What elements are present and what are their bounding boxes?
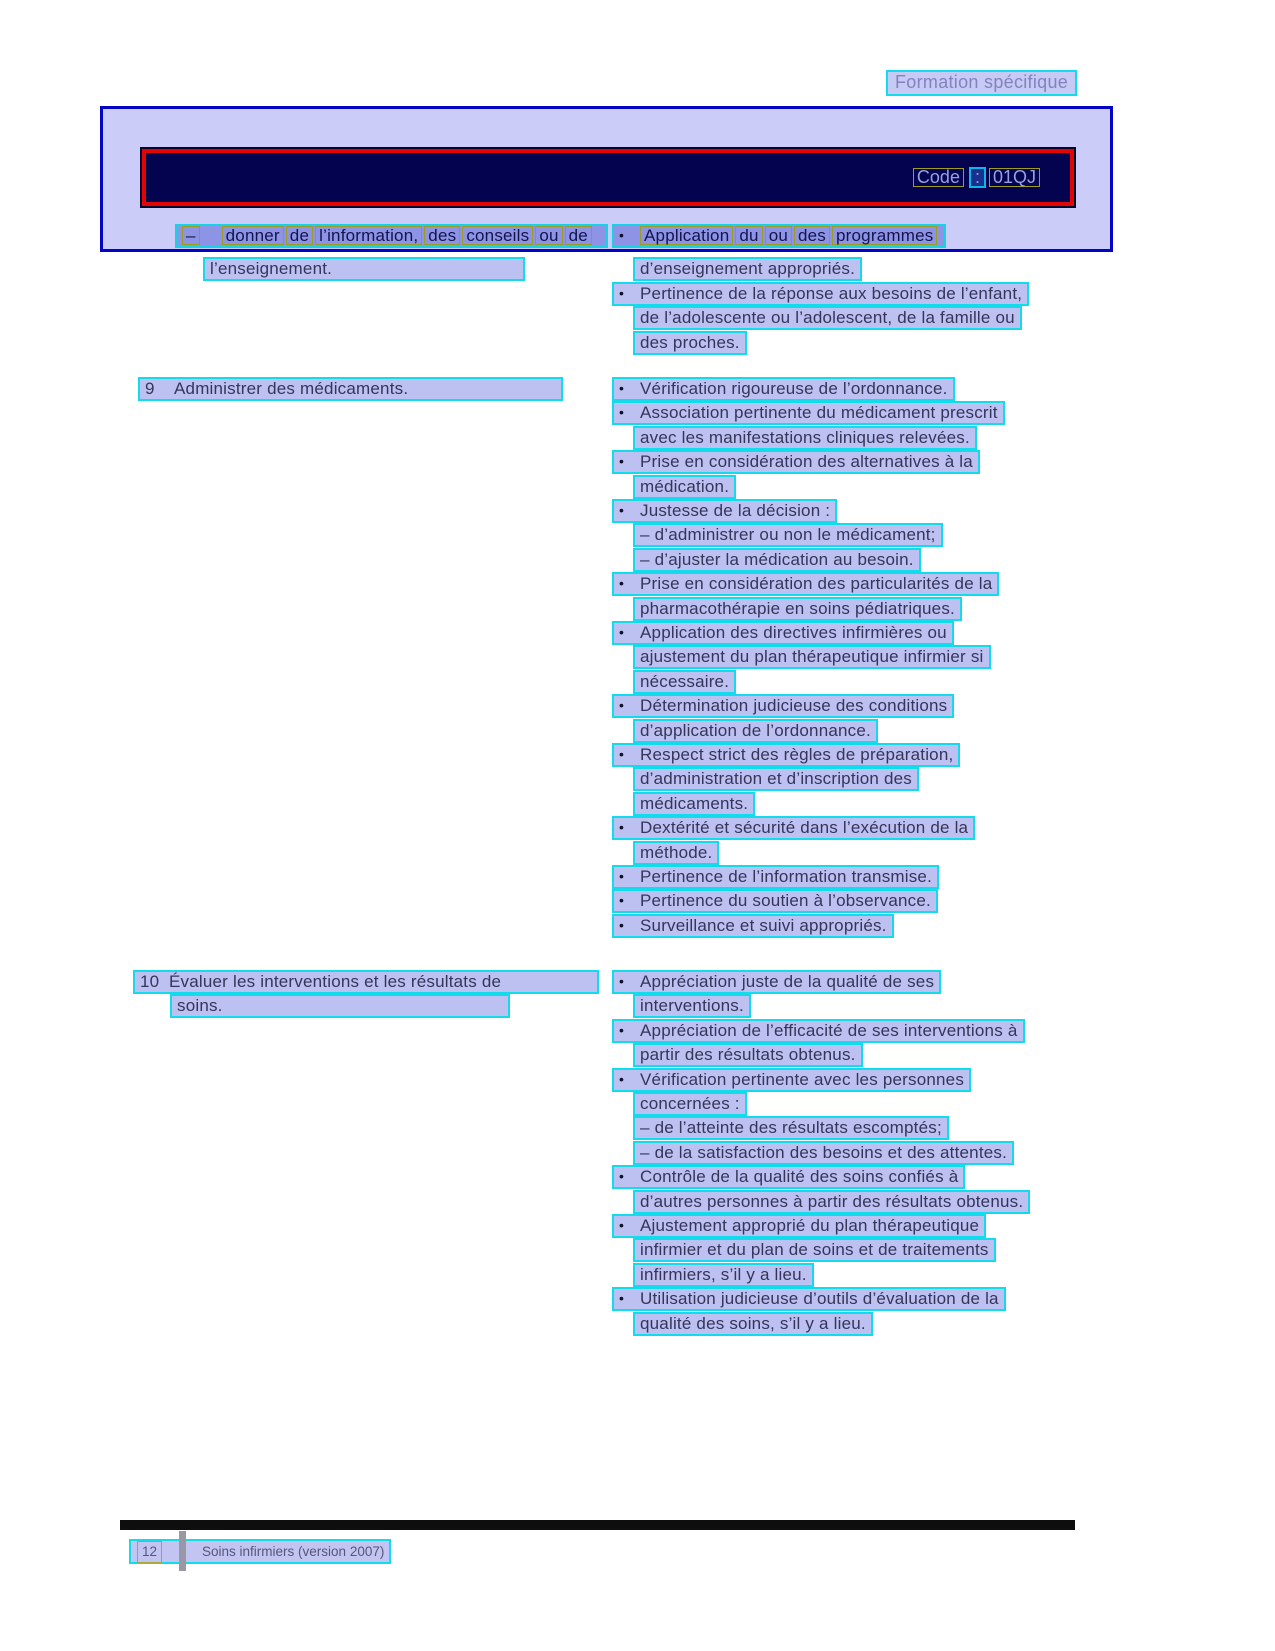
line-text: Dextérité et sécurité dans l’exécution de la bbox=[640, 818, 969, 838]
line-text: Justesse de la décision : bbox=[640, 501, 831, 520]
line-text: Pertinence de l’information transmise. bbox=[640, 867, 933, 886]
highlight-line bbox=[633, 475, 736, 499]
highlight-line bbox=[633, 1116, 949, 1140]
footer-text: Soins infirmiers (version 2007) bbox=[202, 1544, 385, 1559]
highlight-line bbox=[633, 719, 878, 743]
highlight-line bbox=[612, 401, 1005, 425]
line-text: Association pertinente du médicament prescrit bbox=[640, 403, 998, 423]
line-text: Évaluer les interventions et les résultats de bbox=[169, 972, 502, 991]
highlight-line bbox=[633, 1043, 863, 1067]
code-separator: : bbox=[969, 167, 986, 188]
line-text: Appréciation de l’efficacité de ses interventions à bbox=[640, 1020, 1018, 1040]
title-bar bbox=[140, 147, 1076, 208]
highlight-line bbox=[612, 914, 894, 938]
line-text: Surveillance et suivi appropriés. bbox=[640, 915, 887, 935]
line-text: Ajustement approprié du plan thérapeutique bbox=[640, 1216, 980, 1235]
line-text: méthode. bbox=[640, 842, 713, 862]
line-text: Administrer des médicaments. bbox=[174, 379, 409, 398]
line-text: Appréciation juste de la qualité de ses bbox=[640, 972, 935, 991]
item-number: 9 bbox=[145, 379, 155, 398]
highlight-line bbox=[612, 865, 939, 889]
line-text: d’enseignement appropriés. bbox=[640, 259, 856, 279]
bullet-icon: • bbox=[619, 624, 625, 640]
bullet-icon: • bbox=[619, 1290, 625, 1307]
line-text: qualité des soins, s’il y a lieu. bbox=[640, 1313, 866, 1333]
highlight-line bbox=[612, 816, 975, 840]
highlight-line bbox=[612, 1214, 986, 1238]
title-bar-inner bbox=[142, 149, 1074, 206]
bullet-icon: • bbox=[619, 453, 625, 470]
highlight-line bbox=[612, 572, 999, 596]
highlight-line bbox=[612, 743, 960, 767]
highlight-line bbox=[612, 621, 954, 645]
bullet-icon: • bbox=[619, 502, 625, 518]
line-text: d’application de l’ordonnance. bbox=[640, 720, 871, 740]
word-box: ou bbox=[765, 226, 792, 245]
line-text: nécessaire. bbox=[640, 671, 730, 691]
bullet-icon: • bbox=[619, 227, 625, 243]
line-text: ajustement du plan thérapeutique infirmier si bbox=[640, 647, 984, 667]
bullet-icon: • bbox=[619, 284, 625, 301]
line-text: Détermination judicieuse des conditions bbox=[640, 696, 948, 716]
line-text: Contrôle de la qualité des soins confiés à bbox=[640, 1167, 959, 1187]
word-box: du bbox=[735, 226, 762, 245]
footer-divider bbox=[120, 1520, 1075, 1530]
highlight-line bbox=[612, 450, 980, 474]
word-box: ou bbox=[535, 226, 562, 245]
highlight-line bbox=[633, 523, 943, 547]
highlight-line bbox=[633, 1263, 814, 1287]
line-text: Pertinence de la réponse aux besoins de l’enfant, bbox=[640, 283, 1023, 303]
line-text: Application des directives infirmières ou bbox=[640, 623, 947, 642]
word-box: l’information, bbox=[315, 226, 422, 245]
highlight-line bbox=[633, 1141, 1014, 1165]
highlight-line bbox=[612, 694, 954, 718]
highlight-line bbox=[633, 994, 751, 1018]
highlight-line bbox=[633, 597, 962, 621]
line-text: Prise en considération des particularités de la bbox=[640, 574, 993, 594]
highlight-line bbox=[633, 548, 921, 572]
line-text: des proches. bbox=[640, 332, 740, 352]
line-text: infirmier et du plan de soins et de traitements bbox=[640, 1240, 989, 1260]
bullet-icon: • bbox=[619, 697, 625, 714]
highlight-line bbox=[203, 257, 525, 281]
highlight-line bbox=[633, 1312, 873, 1336]
word-box: donner bbox=[222, 226, 284, 245]
highlight-line bbox=[633, 1190, 1030, 1214]
highlight-line bbox=[633, 331, 747, 355]
dash-marker: – bbox=[182, 226, 200, 245]
highlight-line bbox=[612, 1287, 1006, 1311]
highlight-line bbox=[633, 792, 755, 816]
line-text: concernées : bbox=[640, 1094, 740, 1113]
highlight-line bbox=[612, 970, 941, 994]
word-box: des bbox=[794, 226, 830, 245]
highlight-line bbox=[133, 970, 599, 994]
highlight-line bbox=[633, 426, 977, 450]
highlight-line bbox=[612, 499, 837, 523]
bullet-icon: • bbox=[619, 916, 625, 933]
bullet-icon: • bbox=[619, 892, 625, 909]
word-box: Application bbox=[640, 226, 733, 245]
word-box: conseils bbox=[462, 226, 533, 245]
line-text: Vérification rigoureuse de l’ordonnance. bbox=[640, 379, 948, 398]
line-text: d’administration et d’inscription des bbox=[640, 769, 912, 789]
word-box: de bbox=[565, 226, 592, 245]
highlight-line bbox=[612, 889, 938, 913]
line-text: de l’adolescente ou l’adolescent, de la famille ou bbox=[640, 308, 1015, 328]
line-text: partir des résultats obtenus. bbox=[640, 1045, 856, 1065]
highlight-line bbox=[633, 1238, 996, 1262]
highlight-line bbox=[612, 377, 955, 401]
word-box: des bbox=[424, 226, 460, 245]
line-text: – de la satisfaction des besoins et des attentes. bbox=[640, 1142, 1008, 1162]
highlight-line bbox=[612, 224, 946, 248]
line-text: l’enseignement. bbox=[210, 259, 333, 279]
line-text: Prise en considération des alternatives à la bbox=[640, 452, 973, 472]
highlight-line bbox=[633, 767, 919, 791]
bullet-icon: • bbox=[619, 1217, 625, 1233]
highlight-line bbox=[633, 257, 862, 281]
highlight-line bbox=[633, 1092, 747, 1116]
bullet-icon: • bbox=[619, 404, 625, 421]
line-text: médicaments. bbox=[640, 793, 749, 813]
line-text: – d’ajuster la médication au besoin. bbox=[640, 549, 914, 569]
line-text: – d’administrer ou non le médicament; bbox=[640, 525, 936, 545]
item-number: 10 bbox=[140, 972, 160, 991]
footer bbox=[129, 1539, 391, 1564]
line-text: avec les manifestations cliniques relevées. bbox=[640, 427, 970, 447]
footer-separator-bar bbox=[179, 1531, 186, 1571]
bullet-icon: • bbox=[619, 380, 625, 396]
word-box: de bbox=[286, 226, 313, 245]
line-text: – de l’atteinte des résultats escomptés; bbox=[640, 1118, 942, 1138]
highlight-line bbox=[633, 306, 1022, 330]
highlight-line bbox=[138, 377, 563, 401]
line-text: d’autres personnes à partir des résultats obtenus. bbox=[640, 1191, 1024, 1211]
bullet-icon: • bbox=[619, 868, 625, 884]
bullet-icon: • bbox=[619, 1070, 625, 1087]
highlight-line bbox=[612, 1165, 965, 1189]
line-text: médication. bbox=[640, 476, 730, 496]
bullet-icon: • bbox=[619, 575, 625, 592]
page-number: 12 bbox=[137, 1541, 162, 1563]
highlight-line bbox=[175, 224, 608, 248]
highlight-line bbox=[633, 841, 719, 865]
line-text: Pertinence du soutien à l’observance. bbox=[640, 891, 931, 911]
line-text: Utilisation judicieuse d’outils d’évaluation de la bbox=[640, 1289, 999, 1309]
line-text: Vérification pertinente avec les personnes bbox=[640, 1069, 965, 1089]
bullet-icon: • bbox=[619, 819, 625, 836]
code-label: Code bbox=[913, 168, 964, 187]
code-value: 01QJ bbox=[989, 168, 1040, 187]
highlight-line bbox=[633, 670, 736, 694]
page-header-label: Formation spécifique bbox=[886, 70, 1077, 96]
highlight-line bbox=[170, 994, 510, 1018]
bullet-icon: • bbox=[619, 1021, 625, 1038]
line-text: pharmacothérapie en soins pédiatriques. bbox=[640, 598, 955, 618]
line-text: soins. bbox=[177, 996, 223, 1016]
highlight-line bbox=[612, 1068, 971, 1092]
word-box: programmes bbox=[832, 226, 937, 245]
bullet-icon: • bbox=[619, 1168, 625, 1185]
highlight-line bbox=[612, 282, 1029, 306]
highlight-line bbox=[612, 1019, 1025, 1043]
line-text: infirmiers, s’il y a lieu. bbox=[640, 1264, 807, 1284]
bullet-icon: • bbox=[619, 973, 625, 989]
line-text: Respect strict des règles de préparation, bbox=[640, 745, 954, 764]
highlight-line bbox=[633, 645, 991, 669]
bullet-icon: • bbox=[619, 746, 625, 762]
line-text: interventions. bbox=[640, 996, 744, 1016]
